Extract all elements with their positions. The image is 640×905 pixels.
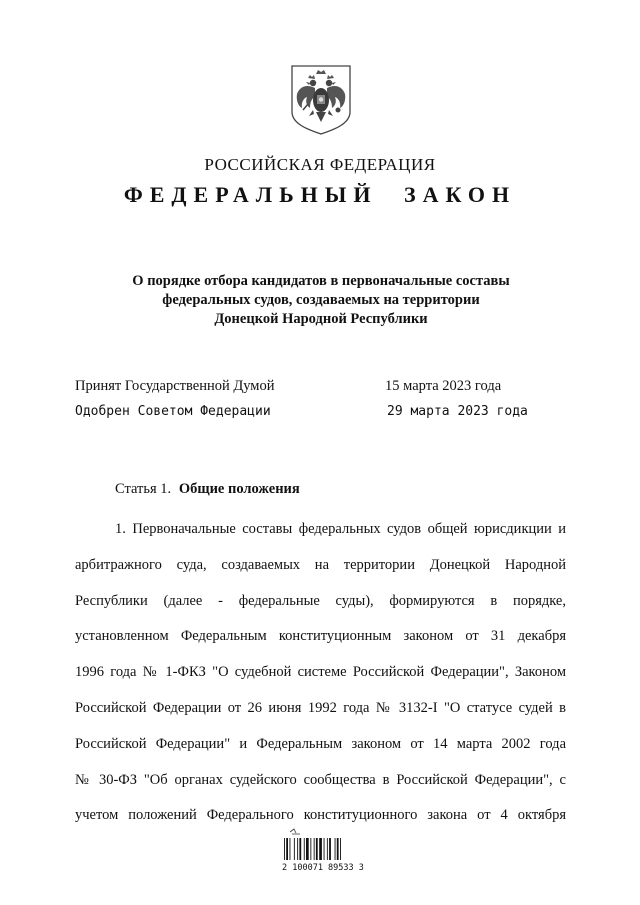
article-number: Статья 1. (115, 481, 172, 497)
duma-adoption-label: Принят Государственной Думой (75, 378, 275, 394)
council-approval-date: 29 марта 2023 года (387, 404, 528, 419)
barcode-bar (286, 838, 288, 860)
country-heading: РОССИЙСКАЯ ФЕДЕРАЦИЯ (204, 155, 436, 174)
barcode-bar (294, 838, 295, 860)
council-approval-row (75, 404, 575, 419)
barcode-bar (329, 838, 331, 860)
barcode-bar (290, 838, 291, 860)
barcode-bar (319, 838, 322, 860)
barcode-bar (340, 838, 341, 860)
barcode-bar (297, 838, 298, 860)
barcode-bar (314, 838, 315, 860)
article-body (75, 512, 566, 834)
article-name: Общие положения (178, 481, 300, 497)
barcode-bar (337, 838, 339, 860)
council-approval-label: Одобрен Советом Федерации (75, 404, 271, 419)
barcode-bar (299, 838, 301, 860)
barcode-bar (306, 838, 309, 860)
barcode-bar (324, 838, 325, 860)
law-title-line: О порядке отбора кандидатов в первоначальные составы (132, 273, 510, 289)
body-line: Республики (далее - федеральные суды), формируются в порядке, (75, 592, 566, 609)
barcode-bar (310, 838, 311, 860)
law-title-line: федеральных судов, создаваемых на территории (162, 292, 480, 308)
barcode-bar (316, 838, 318, 860)
law-title (90, 272, 552, 329)
duma-adoption-date: 15 марта 2023 года (385, 378, 502, 394)
duma-adoption-row (75, 378, 575, 395)
article-heading (115, 481, 300, 498)
law-title-line: Донецкой Народной Республики (214, 311, 428, 327)
body-line: Российской Федерации" и Федеральным законом от 14 марта 2002 года (75, 735, 566, 752)
body-line: арбитражного суда, создаваемых на территории Донецкой Народной (75, 556, 566, 573)
coat-of-arms-icon (289, 64, 353, 136)
body-line: учетом положений Федерального конституционного закона от 4 октября (75, 807, 566, 824)
body-line: № 30-ФЗ "Об органах судейского сообщества в Российской Федерации", с (75, 771, 566, 788)
body-line: Российской Федерации от 26 июня 1992 года № 3132-I "О статусе судей в (75, 699, 566, 716)
law-type-heading: ФЕДЕРАЛЬНЫЙ ЗАКОН (123, 182, 517, 207)
body-line: установленном Федеральным конституционным законом от 31 декабря (75, 628, 566, 645)
barcode-bar (335, 838, 336, 860)
barcode-bar (327, 838, 328, 860)
barcode-number: 2 100071 89533 3 (282, 863, 364, 873)
barcode-bar (304, 838, 305, 860)
body-line: 1996 года № 1-ФКЗ "О судебной системе Российской Федерации", Законом (75, 664, 566, 681)
barcode-bar (284, 838, 285, 860)
body-line: 1. Первоначальные составы федеральных судов общей юрисдикции и (115, 521, 566, 537)
